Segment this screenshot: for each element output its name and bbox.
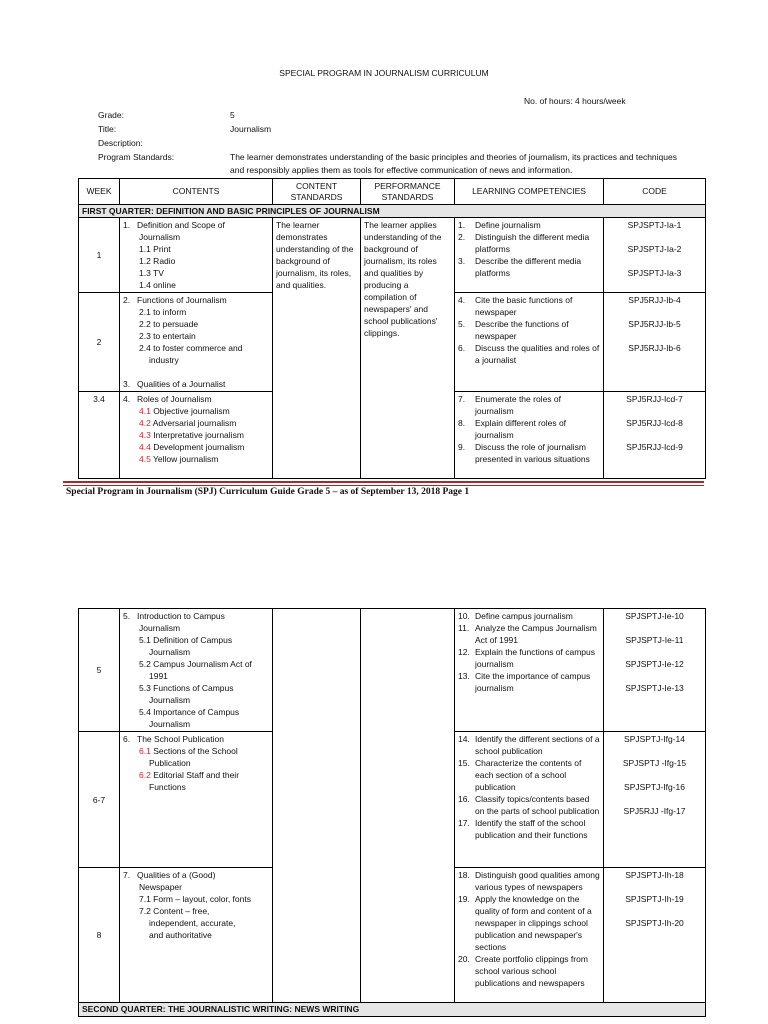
content-text: Newspaper: [139, 882, 182, 892]
header-code: CODE: [604, 179, 706, 205]
grade-label: Grade:: [98, 110, 124, 120]
competency-number: 4.: [458, 295, 466, 305]
competencies-cell: [455, 732, 604, 868]
competency-item: [458, 441, 600, 465]
week-cell: 6-7: [79, 732, 120, 868]
page-footer: Special Program in Journalism (SPJ) Curriculum Guide Grade 5 – as of September 13, 2018 Page 1: [66, 487, 470, 497]
content-text: 5.2 Campus Journalism Act of: [139, 659, 252, 669]
week-cell: 5: [79, 609, 120, 732]
contents-cell: [120, 293, 273, 392]
competency-text: Explain the functions of campus journalism: [475, 647, 596, 669]
second-quarter-title: SECOND QUARTER: THE JOURNALISTIC WRITING: NEWS WRITING: [79, 1003, 706, 1017]
competency-code: SPJ5RJJ-Ib-4: [628, 295, 681, 305]
competency-item: [458, 219, 600, 231]
content-text: Journalism: [149, 647, 191, 657]
content-line: [123, 330, 269, 342]
competency-text: Distinguish good qualities among various types of newspapers: [475, 870, 600, 892]
program-standards-value: The learner demonstrates understanding of the basic principles and theories of journalism, its practices and techniques and responsibly applies them as tools for effective communication of news and information.: [230, 152, 677, 175]
competency-number: 11.: [458, 623, 470, 633]
competencies-cell: [455, 609, 604, 732]
content-line: [123, 893, 269, 905]
content-text: Definition and Scope of: [137, 220, 225, 230]
competency-text: Define journalism: [475, 220, 541, 230]
content-text: 2.2 to persuade: [139, 319, 199, 329]
code-cell: [604, 293, 706, 392]
competency-code: SPJSPTJ-Ifg-14: [624, 734, 685, 744]
competency-item: [458, 646, 600, 670]
content-text: Qualities of a (Good): [137, 870, 216, 880]
content-text: independent, accurate,: [149, 918, 236, 928]
content-number: 3.: [123, 379, 131, 389]
competency-text: Identify the staff of the school publication and their functions: [475, 818, 588, 840]
competency-code: SPJSPTJ-Ie-12: [625, 659, 684, 669]
content-text: Functions: [149, 782, 186, 792]
competencies-cell: [455, 392, 604, 479]
competency-code: SPJSPTJ-Ih-20: [625, 918, 684, 928]
content-line: [123, 781, 269, 793]
content-text: 2.3 to entertain: [139, 331, 196, 341]
content-subnumber: 6.2: [139, 770, 154, 780]
content-line: [123, 733, 269, 745]
content-line: [123, 869, 269, 881]
competency-item: [458, 393, 600, 417]
content-line: [123, 294, 269, 306]
quarter-row: [79, 1003, 706, 1017]
contents-cell: [120, 392, 273, 479]
content-line: [123, 670, 269, 682]
content-text: [123, 367, 125, 377]
competency-item: [458, 318, 600, 342]
first-quarter-title: FIRST QUARTER: DEFINITION AND BASIC PRINCIPLES OF JOURNALISM: [79, 205, 706, 218]
competency-code: SPJSPTJ-Ia-3: [627, 268, 682, 278]
competency-text: Explain different roles of journalism: [475, 418, 567, 440]
competency-text: Create portfolio clippings from school various school publications and newspapers: [475, 954, 588, 988]
program-standards-label: Program Standards:: [98, 152, 175, 162]
competency-item: [458, 255, 600, 279]
content-text: Journalism: [149, 719, 191, 729]
competencies-cell: [455, 293, 604, 392]
competencies-cell: [455, 868, 604, 1003]
competencies-cell: [455, 218, 604, 293]
content-text: 2.4 to foster commerce and: [139, 343, 243, 353]
table-row: [79, 218, 706, 293]
table-header-row: [79, 179, 706, 205]
content-standard-cell: The learner demonstrates understanding of the background of journalism, its roles, and qualities.: [273, 218, 361, 479]
content-subnumber: 6.1: [139, 746, 154, 756]
content-text: Interpretative journalism: [153, 430, 244, 440]
content-line: [123, 306, 269, 318]
competency-number: 2.: [458, 232, 466, 242]
content-text: Journalism: [139, 623, 181, 633]
content-number: 4.: [123, 394, 131, 404]
content-text: Publication: [149, 758, 191, 768]
competency-number: 20.: [458, 954, 470, 964]
competency-item: [458, 793, 600, 817]
grade-value: 5: [230, 110, 235, 120]
header-week: WEEK: [79, 179, 120, 205]
title-label: Title:: [98, 124, 117, 134]
competency-text: Describe the functions of newspaper: [475, 319, 569, 341]
competency-code: SPJ5RJJ -Ifg-17: [623, 806, 686, 816]
competency-code: SPJSPTJ-Ie-10: [625, 611, 684, 621]
content-line: [123, 917, 269, 929]
content-text: 5.4 Importance of Campus: [139, 707, 240, 717]
competency-item: [458, 953, 600, 989]
competency-number: 1.: [458, 220, 466, 230]
competency-number: 17.: [458, 818, 470, 828]
content-subnumber: 4.4: [139, 442, 154, 452]
competency-code: SPJSPTJ-Ifg-16: [624, 782, 685, 792]
hours-per-week: No. of hours: 4 hours/week: [524, 96, 626, 106]
content-text: 1.2 Radio: [139, 256, 176, 266]
competency-code: SPJ5RJJ-Ib-5: [628, 319, 681, 329]
competency-number: 12.: [458, 647, 470, 657]
content-line: [123, 658, 269, 670]
competency-item: [458, 893, 600, 953]
competency-item: [458, 417, 600, 441]
competency-number: 18.: [458, 870, 470, 880]
competency-item: [458, 231, 600, 255]
content-line: [123, 255, 269, 267]
footer-rule: [63, 481, 704, 483]
contents-cell: [120, 218, 273, 293]
competency-text: Identify the different sections of a school publication: [475, 734, 600, 756]
content-line: [123, 610, 269, 622]
competency-code: SPJSPTJ -Ifg-15: [622, 758, 687, 768]
content-text: 1.3 TV: [139, 268, 164, 278]
code-cell: [604, 868, 706, 1003]
content-text: Functions of Journalism: [137, 295, 227, 305]
competency-number: 5.: [458, 319, 466, 329]
competency-number: 13.: [458, 671, 470, 681]
content-line: [123, 405, 269, 417]
competency-code: SPJSPTJ-Ie-11: [625, 635, 684, 645]
competency-number: 9.: [458, 442, 466, 452]
competency-text: Analyze the Campus Journalism Act of 1991: [475, 623, 597, 645]
code-cell: [604, 732, 706, 868]
competency-item: [458, 670, 600, 694]
content-subnumber: 4.1: [139, 406, 154, 416]
code-cell: [604, 392, 706, 479]
competency-code: SPJSPTJ-Ie-13: [625, 683, 684, 693]
competency-text: Define campus journalism: [475, 611, 573, 621]
content-number: 2.: [123, 295, 131, 305]
header-learning-competencies: LEARNING COMPETENCIES: [455, 179, 604, 205]
content-text: 1.4 online: [139, 280, 176, 290]
content-text: 7.2 Content – free,: [139, 906, 210, 916]
description-label: Description:: [98, 138, 143, 148]
competency-code: SPJ5RJJ-Ib-6: [628, 343, 681, 353]
content-number: 1.: [123, 220, 131, 230]
content-line: [123, 417, 269, 429]
competency-text: Classify topics/contents based on the parts of school publication: [475, 794, 600, 816]
week-cell: 8: [79, 868, 120, 1003]
content-line: [123, 453, 269, 465]
competency-code: SPJSPTJ-Ia-1: [627, 220, 682, 230]
content-subnumber: 4.3: [139, 430, 154, 440]
content-line: [123, 881, 269, 893]
content-line: [123, 905, 269, 917]
title-value: Journalism: [230, 124, 272, 134]
content-line: [123, 757, 269, 769]
competency-text: Enumerate the roles of journalism: [475, 394, 561, 416]
content-line: [123, 441, 269, 453]
header-content-standards: CONTENT STANDARDS: [273, 179, 361, 205]
competency-number: 8.: [458, 418, 466, 428]
content-text: Journalism: [139, 232, 181, 242]
competency-number: 3.: [458, 256, 466, 266]
content-text: Qualities of a Journalist: [137, 379, 226, 389]
content-subnumber: 4.5: [139, 454, 154, 464]
competency-item: [458, 342, 600, 366]
competency-number: 14.: [458, 734, 470, 744]
content-line: [123, 718, 269, 730]
content-line: [123, 279, 269, 291]
content-text: Journalism: [149, 695, 191, 705]
content-text: industry: [149, 355, 179, 365]
competency-text: Describe the different media platforms: [475, 256, 582, 278]
competency-text: Cite the basic functions of newspaper: [475, 295, 573, 317]
content-line: [123, 243, 269, 255]
content-text: Introduction to Campus: [137, 611, 225, 621]
week-cell: 2: [79, 293, 120, 392]
performance-standard-cell: The learner applies understanding of the background of journalism, its roles and qualities by producing a compilation of newspapers' and school publications' clippings.: [361, 218, 455, 479]
content-line: [123, 429, 269, 441]
content-text: The School Publication: [137, 734, 224, 744]
content-line: [123, 378, 269, 390]
competency-text: Characterize the contents of each section of a school publication: [475, 758, 582, 792]
table-row: [79, 609, 706, 732]
content-line: [123, 745, 269, 757]
content-text: 5.1 Definition of Campus: [139, 635, 233, 645]
competency-number: 15.: [458, 758, 470, 768]
competency-code: SPJSPTJ-Ih-19: [625, 894, 684, 904]
content-text: 5.3 Functions of Campus: [139, 683, 234, 693]
content-text: 1991: [149, 671, 168, 681]
content-line: [123, 634, 269, 646]
content-line: [123, 219, 269, 231]
content-line: [123, 622, 269, 634]
content-text: Sections of the School: [153, 746, 238, 756]
contents-cell: [120, 609, 273, 732]
competency-item: [458, 817, 600, 841]
curriculum-table-page1: [78, 178, 706, 479]
content-line: [123, 342, 269, 354]
document-title: SPECIAL PROGRAM IN JOURNALISM CURRICULUM: [279, 68, 489, 78]
contents-cell: [120, 732, 273, 868]
content-line: [123, 706, 269, 718]
code-cell: [604, 609, 706, 732]
competency-code: SPJ5RJJ-Icd-9: [626, 442, 683, 452]
content-number: 5.: [123, 611, 131, 621]
content-standard-cell: [273, 609, 361, 1003]
content-text: Yellow journalism: [153, 454, 219, 464]
content-number: 7.: [123, 870, 131, 880]
content-line: [123, 929, 269, 941]
quarter-row: [79, 205, 706, 218]
content-line: [123, 231, 269, 243]
competency-text: Discuss the qualities and roles of a journalist: [475, 343, 600, 365]
header-performance-standards: PERFORMANCE STANDARDS: [361, 179, 455, 205]
content-line: [123, 267, 269, 279]
content-text: 1.1 Print: [139, 244, 171, 254]
competency-number: 7.: [458, 394, 466, 404]
code-cell: [604, 218, 706, 293]
competency-number: 19.: [458, 894, 470, 904]
competency-item: [458, 869, 600, 893]
content-line: [123, 318, 269, 330]
content-text: Objective journalism: [153, 406, 230, 416]
competency-item: [458, 757, 600, 793]
competency-item: [458, 622, 600, 646]
content-number: 6.: [123, 734, 131, 744]
content-text: and authoritative: [149, 930, 212, 940]
competency-item: [458, 610, 600, 622]
content-text: Editorial Staff and their: [153, 770, 240, 780]
competency-code: SPJ5RJJ-Icd-8: [626, 418, 683, 428]
week-cell: 3.4: [79, 392, 120, 479]
content-line: [123, 354, 269, 366]
contents-cell: [120, 868, 273, 1003]
content-line: [123, 769, 269, 781]
content-text: Roles of Journalism: [137, 394, 212, 404]
competency-text: Discuss the role of journalism presented in various situations: [475, 442, 590, 464]
curriculum-table-page2: [78, 608, 706, 1017]
competency-number: 6.: [458, 343, 466, 353]
competency-item: [458, 294, 600, 318]
content-line: [123, 682, 269, 694]
content-text: Development journalism: [153, 442, 245, 452]
performance-standard-cell: [361, 609, 455, 1003]
content-text: 7.1 Form – layout, color, fonts: [139, 894, 251, 904]
content-line: [123, 366, 269, 378]
content-line: [123, 393, 269, 405]
competency-text: Distinguish the different media platforms: [475, 232, 590, 254]
competency-text: Cite the importance of campus journalism: [475, 671, 591, 693]
content-text: 2.1 to inform: [139, 307, 187, 317]
competency-code: SPJSPTJ-Ih-18: [625, 870, 684, 880]
week-cell: 1: [79, 218, 120, 293]
competency-item: [458, 733, 600, 757]
competency-number: 16.: [458, 794, 470, 804]
competency-code: SPJSPTJ-Ia-2: [627, 244, 682, 254]
competency-text: Apply the knowledge on the quality of form and content of a newspaper in clippings school publication and newspaper's sections: [475, 894, 592, 952]
content-subnumber: 4.2: [139, 418, 153, 428]
competency-code: SPJ5RJJ-Icd-7: [626, 394, 683, 404]
content-line: [123, 646, 269, 658]
content-text: Adversarial journalism: [152, 418, 237, 428]
competency-number: 10.: [458, 611, 470, 621]
content-line: [123, 694, 269, 706]
header-contents: CONTENTS: [120, 179, 273, 205]
